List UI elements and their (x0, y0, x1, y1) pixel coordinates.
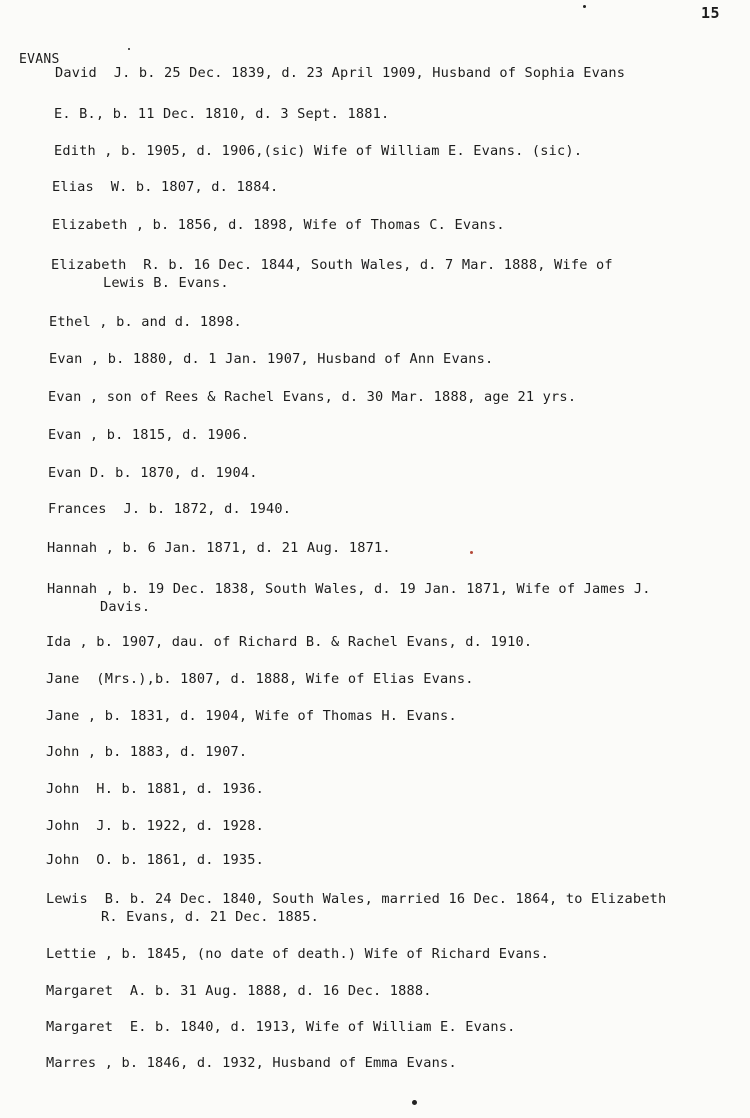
entry-line: Hannah , b. 19 Dec. 1838, South Wales, d. 19 Jan. 1871, Wife of James J. (47, 581, 651, 597)
entry-line: Margaret A. b. 31 Aug. 1888, d. 16 Dec. 1888. (46, 983, 432, 999)
ink-speck (583, 5, 586, 8)
entry-margaret-a (46, 982, 432, 1000)
entry-elizabeth (52, 216, 505, 234)
entry-jane-1831 (46, 707, 457, 725)
entry-lettie (46, 945, 549, 963)
entry-hannah-1871 (47, 539, 391, 557)
entry-john-o (46, 851, 264, 869)
ink-speck (412, 1100, 417, 1105)
entry-john-1883 (46, 743, 247, 761)
page-number: 15 (701, 4, 721, 22)
entry-edith (54, 142, 582, 160)
entry-line: Hannah , b. 6 Jan. 1871, d. 21 Aug. 1871. (47, 540, 391, 556)
entry-line: Lettie , b. 1845, (no date of death.) Wife of Richard Evans. (46, 946, 550, 962)
entry-line: Lewis B. b. 24 Dec. 1840, South Wales, married 16 Dec. 1864, to Elizabeth (46, 891, 667, 907)
entry-line: Evan , b. 1815, d. 1906. (48, 427, 250, 443)
entry-line: David J. b. 25 Dec. 1839, d. 23 April 1909, Husband of Sophia Evans (55, 65, 626, 81)
entry-hannah-1838 (47, 580, 651, 616)
entry-evan-1880 (49, 350, 493, 368)
entry-line: Edith , b. 1905, d. 1906,(sic) Wife of William E. Evans. (sic). (54, 143, 583, 159)
surname-heading: EVANS (19, 52, 60, 67)
entry-evan-son-of-rees (48, 388, 576, 406)
entry-line: Ethel , b. and d. 1898. (49, 314, 242, 330)
entry-line: Jane , b. 1831, d. 1904, Wife of Thomas H. Evans. (46, 708, 457, 724)
entry-marres (46, 1054, 457, 1072)
entry-frances-j (48, 500, 291, 518)
entry-line: E. B., b. 11 Dec. 1810, d. 3 Sept. 1881. (54, 106, 390, 122)
entry-line: Ida , b. 1907, dau. of Richard B. & Rachel Evans, d. 1910. (46, 634, 533, 650)
entry-elias-w (52, 178, 278, 196)
entry-line: Jane (Mrs.),b. 1807, d. 1888, Wife of Elias Evans. (46, 671, 474, 687)
entry-line: Evan D. b. 1870, d. 1904. (48, 465, 258, 481)
entry-line: Frances J. b. 1872, d. 1940. (48, 501, 292, 517)
ink-speck (470, 551, 473, 554)
entry-john-j (46, 817, 264, 835)
entry-e-b (54, 105, 389, 123)
entry-evan-1815 (48, 426, 249, 444)
entry-jane-mrs (46, 670, 474, 688)
entry-line: Evan , son of Rees & Rachel Evans, d. 30 Mar. 1888, age 21 yrs. (48, 389, 577, 405)
entry-line: Margaret E. b. 1840, d. 1913, Wife of William E. Evans. (46, 1019, 516, 1035)
entry-ethel (49, 313, 242, 331)
entry-line: John O. b. 1861, d. 1935. (46, 852, 264, 868)
entry-elizabeth-r (51, 256, 613, 292)
entry-evan-d (48, 464, 258, 482)
entry-line: Elizabeth , b. 1856, d. 1898, Wife of Thomas C. Evans. (52, 217, 505, 233)
entry-ida (46, 633, 532, 651)
entry-line-continuation: R. Evans, d. 21 Dec. 1885. (101, 909, 319, 925)
entry-line: John , b. 1883, d. 1907. (46, 744, 248, 760)
entry-line: Elizabeth R. b. 16 Dec. 1844, South Wales, d. 7 Mar. 1888, Wife of (51, 257, 613, 273)
entry-line-continuation: Davis. (100, 599, 151, 615)
entry-line-continuation: Lewis B. Evans. (103, 275, 229, 291)
entry-lewis-b (46, 890, 666, 926)
entry-line: Evan , b. 1880, d. 1 Jan. 1907, Husband of Ann Evans. (49, 351, 494, 367)
entry-line: John H. b. 1881, d. 1936. (46, 781, 264, 797)
ink-speck (128, 48, 130, 50)
entry-john-h (46, 780, 264, 798)
entry-margaret-e (46, 1018, 516, 1036)
entry-line: Elias W. b. 1807, d. 1884. (52, 179, 279, 195)
entry-line: John J. b. 1922, d. 1928. (46, 818, 264, 834)
entry-david-j (55, 64, 625, 82)
entry-line: Marres , b. 1846, d. 1932, Husband of Emma Evans. (46, 1055, 457, 1071)
